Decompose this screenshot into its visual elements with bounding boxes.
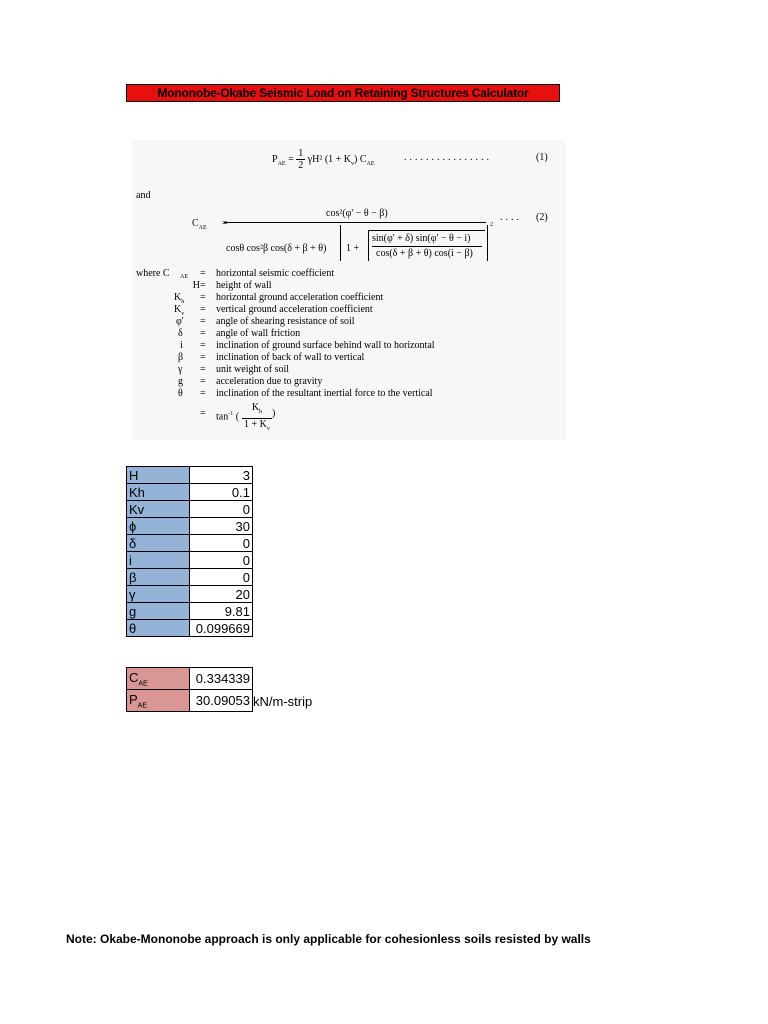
definition-row: H = height of wall [192,280,272,291]
calculator-title: Mononobe-Okabe Seismic Load on Retaining Structures Calculator [126,84,560,102]
definition-row: where C AE = horizontal seismic coefficient [136,268,335,280]
unit-label: kN/m-strip [253,694,313,709]
input-row-g [127,603,253,620]
input-row-kv [127,501,253,518]
definition-row: i = inclination of ground surface behind wall to horizontal [180,340,435,351]
output-row-cae [127,668,253,690]
eq2-lhs: $C_{AE}$ [192,218,207,231]
equation-1: $P_{AE}$ = $\frac{1}{2}$ γH² $(1 + K_v)$ $C_{AE}$ [272,148,375,171]
eq2-dots: .... [500,212,522,223]
eq1-dots: ................ [404,152,492,163]
eq2-numerator: cos²(φ' − θ − β) [326,208,388,219]
eq2-inner-numerator: sin(φ' + δ) sin(φ' − θ − i) [372,233,471,244]
input-label: i [127,552,190,569]
input-row-i [127,552,253,569]
formula-image [132,140,566,440]
theta-formula: = $\tan^{-1}$ ( $\frac{K_h}{1 + K_v}$ ) [200,402,276,432]
input-row-phi [127,518,253,535]
input-value-h[interactable]: 3 [190,467,253,484]
definition-row: $K_h$ = horizontal ground acceleration coefficient [174,292,384,305]
output-table [126,667,253,712]
input-value-kh[interactable]: 0.1 [190,484,253,501]
input-label: H [127,467,190,484]
output-value-pae: 30.09053 [190,690,253,712]
input-value-theta: 0.099669 [190,620,253,637]
eq2-inner-denominator: cos(δ + β + θ) cos(i − β) [376,248,473,259]
definition-row: φ' = angle of shearing resistance of soil [176,316,355,327]
input-label: δ [127,535,190,552]
eq2-one-plus: 1 + [346,243,360,254]
input-value-phi[interactable]: 30 [190,518,253,535]
input-value-delta[interactable]: 0 [190,535,253,552]
input-row-gamma [127,586,253,603]
input-row-beta [127,569,253,586]
input-value-beta[interactable]: 0 [190,569,253,586]
eq2-equals: = [222,218,228,229]
input-label: β [127,569,190,586]
eq2-square: 2 [490,222,493,228]
definition-row: β = inclination of back of wall to vertical [178,352,365,363]
eq1-rhs: γH² (1 + K [307,153,352,165]
input-table [126,466,253,637]
output-row-pae [127,690,253,712]
input-row-theta [127,620,253,637]
input-label: ϕ [127,518,190,535]
output-label-cae: $C_{AE}$ [127,668,190,690]
eq1-lhs-sub: AE [277,160,286,167]
definitions-list [136,268,556,432]
input-label: γ [127,586,190,603]
eq2-inner-line [372,246,482,247]
output-label-pae: $P_{AE}$ [127,690,190,712]
eq2-denominator: cosθ cos²β cos(δ + β + θ) [226,243,327,254]
input-value-kv[interactable]: 0 [190,501,253,518]
input-value-gamma[interactable]: 20 [190,586,253,603]
input-label: θ [127,620,190,637]
definition-row: γ = unit weight of soil [178,364,290,375]
input-label: Kh [127,484,190,501]
note-text: Note: Okabe-Mononobe approach is only applicable for cohesionless soils resisted by walls [66,932,591,946]
eq1-lhs: P [272,153,278,165]
input-row-delta [127,535,253,552]
eq2-number: (2) [536,212,548,223]
definition-row: δ = angle of wall friction [178,328,301,339]
input-row-kh [127,484,253,501]
output-value-cae: 0.334339 [190,668,253,690]
and-text: and [136,190,151,201]
definition-row: θ = inclination of the resultant inertial force to the vertical [178,388,433,399]
eq1-half: $\frac{1}{2}$ [298,148,304,171]
input-label: Kv [127,501,190,518]
definition-row: g = acceleration due to gravity [178,376,323,387]
eq1-number: (1) [536,152,548,163]
input-value-i[interactable]: 0 [190,552,253,569]
definition-row: $K_v$ = vertical ground acceleration coefficient [174,304,373,317]
eq2-fraction-line [224,222,486,223]
input-row-h [127,467,253,484]
input-value-g[interactable]: 9.81 [190,603,253,620]
input-label: g [127,603,190,620]
